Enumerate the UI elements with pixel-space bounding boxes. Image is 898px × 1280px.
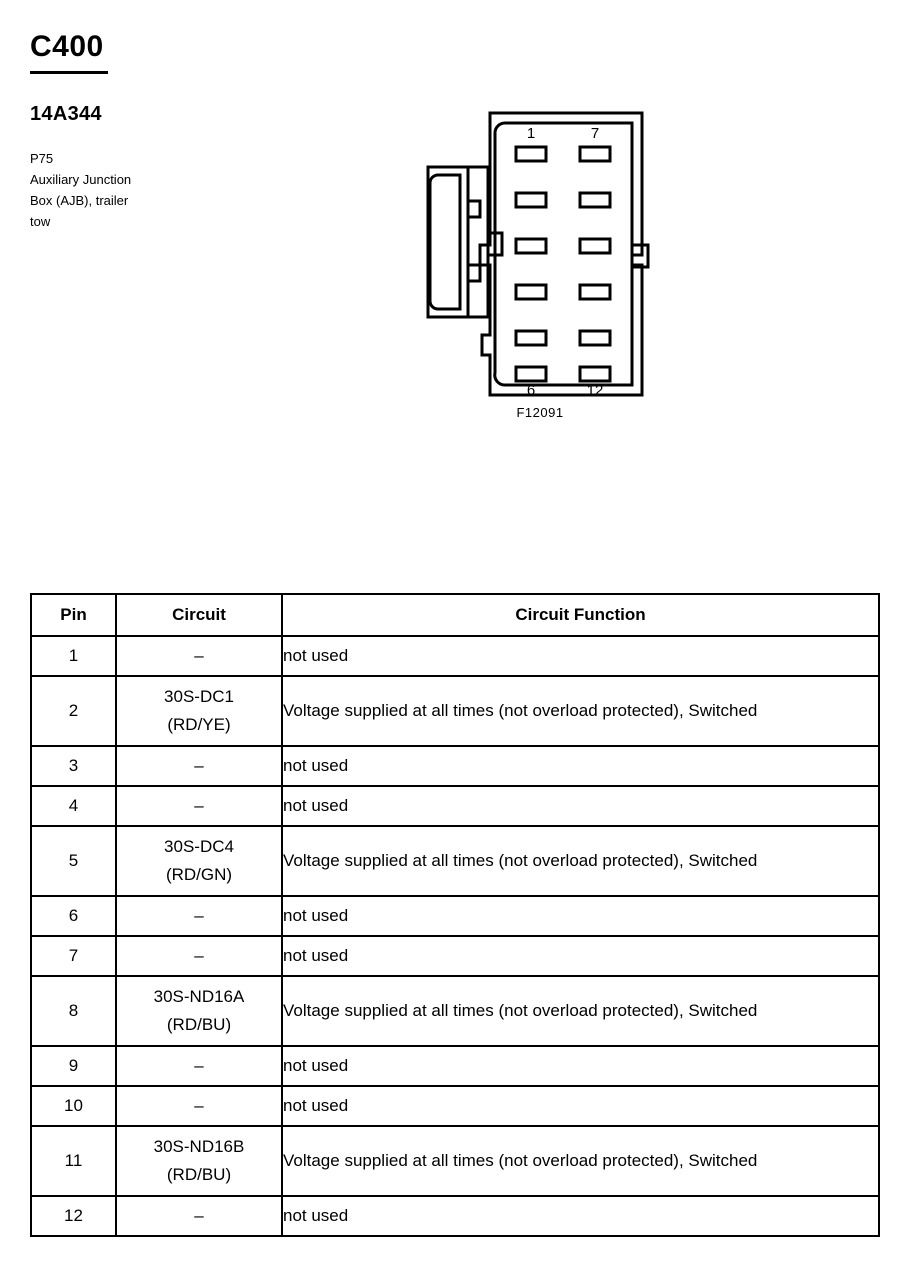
circuit-code: 30S-DC1	[164, 687, 234, 706]
cell-pin: 6	[31, 896, 116, 936]
circuit-code: –	[194, 1096, 204, 1115]
cell-circuit-function: Voltage supplied at all times (not overload protected), Switched	[282, 1126, 879, 1196]
cell-circuit-function: not used	[282, 1196, 879, 1236]
cell-circuit	[116, 746, 282, 786]
circuit-code: –	[194, 906, 204, 925]
cell-pin: 9	[31, 1046, 116, 1086]
cell-pin: 8	[31, 976, 116, 1046]
description-line: P75	[30, 151, 54, 166]
cell-pin: 1	[31, 636, 116, 676]
column-header-circuit: Circuit	[116, 594, 282, 636]
table-row	[31, 1196, 879, 1236]
circuit-code: –	[194, 796, 204, 815]
circuit-code: –	[194, 756, 204, 775]
connector-description	[30, 148, 210, 232]
cell-circuit-function: not used	[282, 936, 879, 976]
table-row	[31, 1086, 879, 1126]
pin-label-1: 1	[526, 125, 536, 142]
cell-pin: 2	[31, 676, 116, 746]
cell-pin: 5	[31, 826, 116, 896]
circuit-code: –	[194, 946, 204, 965]
cell-circuit-function: Voltage supplied at all times (not overload protected), Switched	[282, 826, 879, 896]
pin-label-12: 12	[586, 382, 604, 399]
cell-pin: 11	[31, 1126, 116, 1196]
figure-caption: F12091	[516, 405, 564, 420]
cell-circuit	[116, 976, 282, 1046]
cell-pin: 12	[31, 1196, 116, 1236]
table-row	[31, 676, 879, 746]
table-row	[31, 936, 879, 976]
cell-pin: 7	[31, 936, 116, 976]
circuit-color: (RD/BU)	[166, 1015, 232, 1034]
pin-table-container	[30, 593, 878, 1237]
table-row	[31, 786, 879, 826]
cell-circuit-function: Voltage supplied at all times (not overload protected), Switched	[282, 676, 879, 746]
table-row	[31, 896, 879, 936]
description-line: Box (AJB), trailer	[30, 193, 129, 208]
cell-circuit	[116, 636, 282, 676]
table-row	[31, 826, 879, 896]
cell-circuit-function: not used	[282, 786, 879, 826]
cell-pin: 4	[31, 786, 116, 826]
table-row	[31, 1046, 879, 1086]
cell-circuit	[116, 676, 282, 746]
cell-circuit	[116, 786, 282, 826]
table-header-row	[31, 594, 879, 636]
cell-circuit	[116, 826, 282, 896]
description-line: Auxiliary Junction	[30, 172, 132, 187]
pin-label-7: 7	[590, 125, 600, 142]
cell-circuit-function: Voltage supplied at all times (not overload protected), Switched	[282, 976, 879, 1046]
table-row	[31, 1126, 879, 1196]
cell-circuit-function: not used	[282, 636, 879, 676]
table-row	[31, 976, 879, 1046]
column-header-pin: Pin	[31, 594, 116, 636]
title-underline	[30, 71, 108, 74]
cell-circuit	[116, 1126, 282, 1196]
circuit-code: –	[194, 1056, 204, 1075]
cell-circuit-function: not used	[282, 896, 879, 936]
cell-circuit	[116, 1086, 282, 1126]
part-number: 14A344	[30, 103, 102, 125]
cell-circuit	[116, 1046, 282, 1086]
cell-circuit	[116, 936, 282, 976]
cell-circuit-function: not used	[282, 1046, 879, 1086]
description-line: tow	[30, 214, 51, 229]
table-row	[31, 746, 879, 786]
cell-pin: 3	[31, 746, 116, 786]
circuit-code: 30S-ND16B	[153, 1137, 245, 1156]
column-header-circuit-function: Circuit Function	[282, 594, 879, 636]
table-row	[31, 636, 879, 676]
page-title: C400	[30, 30, 104, 63]
cell-circuit	[116, 1196, 282, 1236]
pin-label-6: 6	[526, 382, 536, 399]
cell-circuit	[116, 896, 282, 936]
circuit-code: 30S-DC4	[164, 837, 234, 856]
connector-diagram	[410, 105, 670, 435]
pin-table	[30, 593, 880, 1237]
circuit-color: (RD/YE)	[167, 715, 231, 734]
circuit-color: (RD/GN)	[165, 865, 233, 884]
circuit-color: (RD/BU)	[166, 1165, 232, 1184]
circuit-code: –	[194, 1206, 204, 1225]
circuit-code: –	[194, 646, 204, 665]
cell-pin: 10	[31, 1086, 116, 1126]
cell-circuit-function: not used	[282, 1086, 879, 1126]
cell-circuit-function: not used	[282, 746, 879, 786]
circuit-code: 30S-ND16A	[153, 987, 245, 1006]
